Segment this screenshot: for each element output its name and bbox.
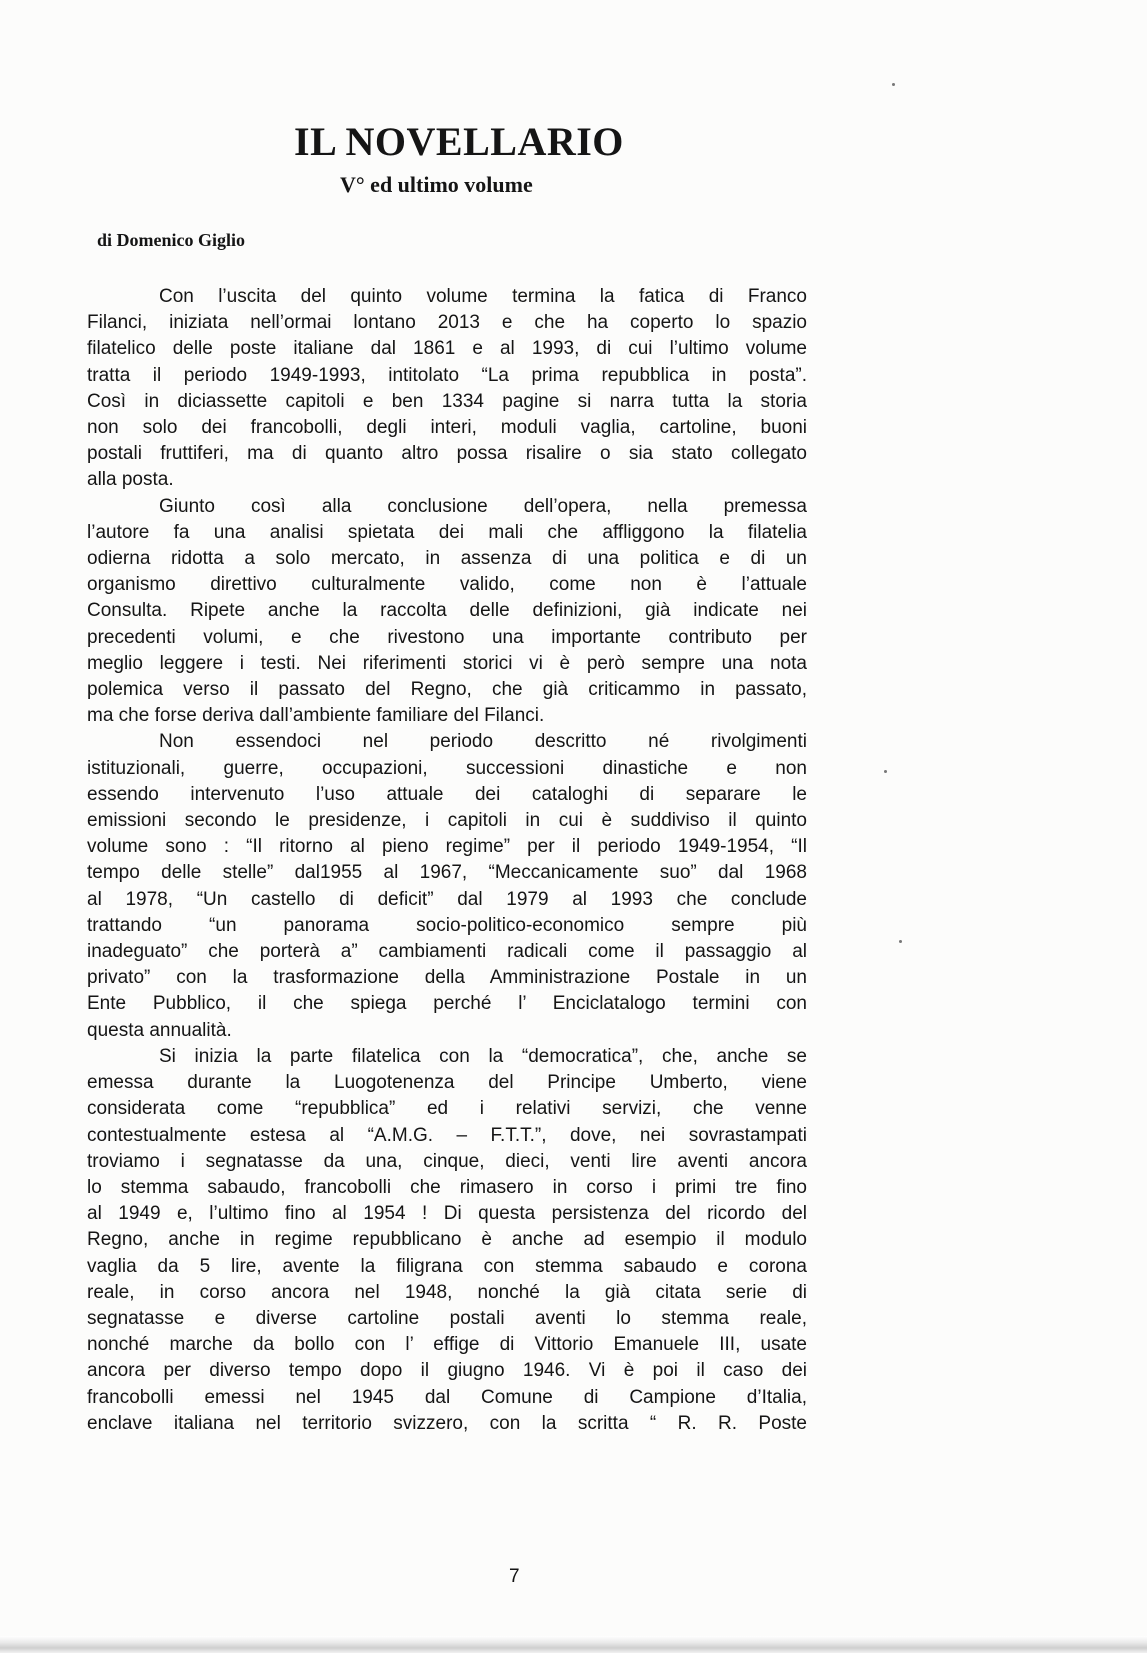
- body-line: volume sono : “Il ritorno al pieno regime” per il periodo 1949-1954, “Il: [87, 836, 807, 858]
- body-line: francobolli emessi nel 1945 dal Comune di Campione d’Italia,: [87, 1386, 807, 1408]
- body-line: Non essendoci nel periodo descritto né rivolgimenti: [159, 731, 807, 753]
- body-line: nonché marche da bollo con l’ effige di Vittorio Emanuele III, usate: [87, 1334, 807, 1356]
- body-line: inadeguato” che porterà a” cambiamenti radicali come il passaggio al: [87, 941, 807, 963]
- body-line: meglio leggere i testi. Nei riferimenti storici vi è però sempre una nota: [87, 652, 807, 674]
- body-line: Consulta. Ripete anche la raccolta delle definizioni, già indicate nei: [87, 600, 807, 622]
- body-line: polemica verso il passato del Regno, che già criticammo in passato,: [87, 679, 807, 701]
- article-title: IL NOVELLARIO: [294, 119, 624, 164]
- body-line: Giunto così alla conclusione dell’opera, nella premessa: [159, 495, 807, 517]
- scan-speck: [899, 940, 902, 943]
- body-line: reale, in corso ancora nel 1948, nonché la già citata serie di: [87, 1281, 807, 1303]
- body-line: emissioni secondo le presidenze, i capitoli in cui è suddiviso il quinto: [87, 810, 807, 832]
- body-line: al 1949 e, l’ultimo fino al 1954 ! Di questa persistenza del ricordo del: [87, 1203, 807, 1225]
- body-line: trattando “un panorama socio-politico-economico sempre più: [87, 914, 807, 936]
- body-line: segnatasse e diverse cartoline postali aventi lo stemma reale,: [87, 1307, 807, 1329]
- body-line: Filanci, iniziata nell’ormai lontano 2013 e che ha coperto lo spazio: [87, 312, 807, 334]
- body-line: l’autore fa una analisi spietata dei mali che affliggono la filatelia: [87, 521, 807, 543]
- body-line: Si inizia la parte filatelica con la “democratica”, che, anche se: [159, 1045, 807, 1067]
- article-subtitle: V° ed ultimo volume: [340, 172, 533, 197]
- scan-speck: [892, 83, 895, 86]
- body-line: ancora per diverso tempo dopo il giugno 1946. Vi è poi il caso dei: [87, 1360, 807, 1382]
- body-line: considerata come “repubblica” ed i relativi servizi, che venne: [87, 1098, 807, 1120]
- body-line: filatelico delle poste italiane dal 1861 e al 1993, di cui l’ultimo volume: [87, 338, 807, 360]
- body-line: questa annualità.: [87, 1019, 232, 1041]
- body-line: alla posta.: [87, 469, 174, 491]
- body-line: contestualmente estesa al “A.M.G. – F.T.T.”, dove, nei sovrastampati: [87, 1124, 807, 1146]
- body-line: emessa durante la Luogotenenza del Principe Umberto, viene: [87, 1072, 807, 1094]
- body-line: Ente Pubblico, il che spiega perché l’ Enciclatalogo termini con: [87, 993, 807, 1015]
- body-line: al 1978, “Un castello di deficit” dal 1979 al 1993 che conclude: [87, 888, 807, 910]
- body-line: essendo intervenuto l’uso attuale dei cataloghi di separare le: [87, 783, 807, 805]
- body-line: precedenti volumi, e che rivestono una importante contributo per: [87, 626, 807, 648]
- body-line: odierna ridotta a solo mercato, in assenza di una politica e di un: [87, 548, 807, 570]
- body-line: istituzionali, guerre, occupazioni, successioni dinastiche e non: [87, 757, 807, 779]
- body-line: troviamo i segnatasse da una, cinque, dieci, venti lire aventi ancora: [87, 1150, 807, 1172]
- scan-speck: [884, 770, 887, 773]
- body-line: Con l’uscita del quinto volume termina la fatica di Franco: [159, 286, 807, 307]
- body-line: privato” con la trasformazione della Amministrazione Postale in un: [87, 967, 807, 989]
- body-line: non solo dei francobolli, degli interi, moduli vaglia, cartoline, buoni: [87, 417, 807, 439]
- page-number: 7: [509, 1566, 520, 1587]
- article-author: di Domenico Giglio: [97, 230, 245, 250]
- body-line: Regno, anche in regime repubblicano è anche ad esempio il modulo: [87, 1229, 807, 1251]
- body-line: tratta il periodo 1949-1993, intitolato “La prima repubblica in posta”.: [87, 364, 807, 386]
- scan-edge: [0, 1636, 1147, 1653]
- body-line: enclave italiana nel territorio svizzero, con la scritta “ R. R. Poste: [87, 1412, 807, 1434]
- body-line: ma che forse deriva dall’ambiente familiare del Filanci.: [87, 705, 545, 727]
- article-body: [87, 284, 807, 1437]
- body-line: postali fruttiferi, ma di quanto altro possa risalire o sia stato collegato: [87, 443, 807, 465]
- body-line: organismo direttivo culturalmente valido, come non è l’attuale: [87, 574, 807, 596]
- body-line: Così in diciassette capitoli e ben 1334 pagine si narra tutta la storia: [87, 390, 807, 412]
- body-line: vaglia da 5 lire, avente la filigrana con stemma sabaudo e corona: [87, 1255, 807, 1277]
- body-line: tempo delle stelle” dal1955 al 1967, “Meccanicamente suo” dal 1968: [87, 862, 807, 884]
- body-line: lo stemma sabaudo, francobolli che rimasero in corso i primi tre fino: [87, 1176, 807, 1198]
